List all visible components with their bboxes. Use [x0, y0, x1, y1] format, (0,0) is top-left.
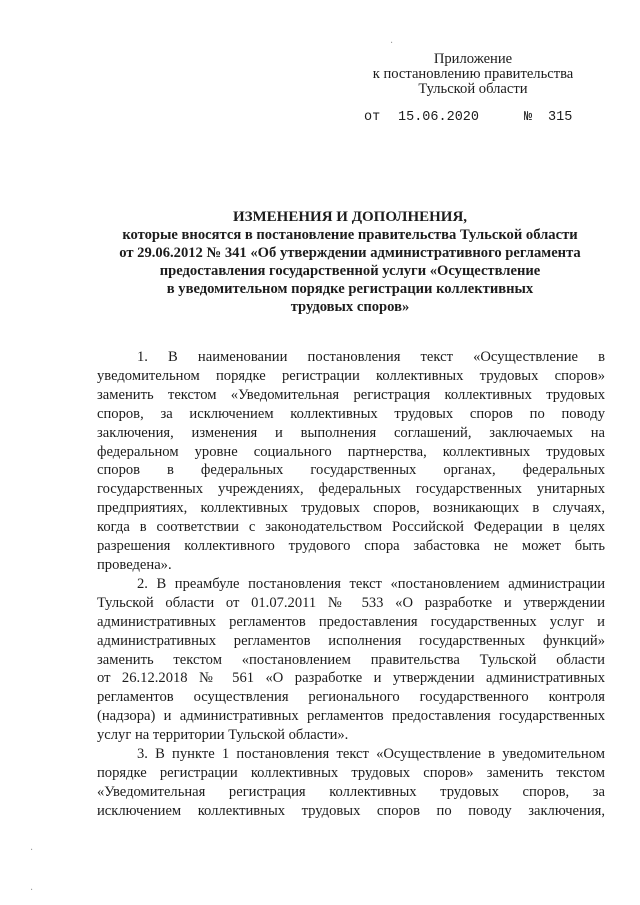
body-line: государственных учреждениях, федеральных государственных унитарных [97, 481, 605, 498]
decree-date: 15.06.2020 [398, 110, 480, 125]
body-line: регламентов осуществления регионального государственного контроля [97, 689, 605, 706]
body-line: заключения, изменения и выполнения соглашений, заключаемых на [97, 424, 605, 441]
body-line: заменить текстом «постановлением правительства Тульской области [97, 651, 605, 668]
body-line: «Уведомительная регистрация коллективных трудовых споров, за [97, 783, 605, 800]
appendix-reference: к постановлению правительства [372, 66, 574, 82]
body-line: проведена». [97, 556, 172, 573]
body-line: 1. В наименовании постановления текст «Осуществление в [137, 349, 605, 365]
body-line: уведомительном порядке регистрации коллективных трудовых споров» [97, 367, 605, 384]
body-line: когда в соответствии с законодательством Российской Федерации в целях [97, 519, 605, 536]
body-line: Тульской области от 01.07.2011 № 533 «О разработке и утверждении [97, 594, 605, 611]
body-line: споров, за исключением коллективных трудовых споров по поводу [97, 405, 605, 422]
body-line: 3. В пункте 1 постановления текст «Осуществление в уведомительном [137, 746, 605, 763]
number-prefix: № [524, 110, 533, 125]
body-line: административных регламентов исполнения государственных функций» [97, 632, 605, 649]
body-line: разрешения коллективного трудового спора забастовка не может быть [97, 538, 605, 555]
title-line-3: от 29.06.2012 № 341 «Об утверждении административного регламента [119, 245, 581, 261]
body-line: от 26.12.2018 № 561 «О разработке и утверждении административных [97, 670, 605, 687]
body-line: услуг на территории Тульской области». [97, 727, 349, 744]
title-main: ИЗМЕНЕНИЯ И ДОПОЛНЕНИЯ, [232, 209, 468, 225]
title-line-5: в уведомительном порядке регистрации коллективных [166, 281, 534, 297]
title-line-2: которые вносятся в постановление правительства Тульской области [122, 227, 578, 243]
body-line: (надзора) и административных регламентов предоставления государственных [97, 708, 605, 725]
scan-mark: · [30, 845, 34, 856]
date-prefix: от [364, 110, 381, 125]
scan-mark: · [30, 885, 34, 896]
body-line: административных регламентов предоставления государственных услуг и [97, 613, 605, 630]
body-line: споров в федеральных государственных органах, федеральных [97, 462, 605, 479]
body-line: 2. В преамбуле постановления текст «постановлением администрации [137, 575, 605, 592]
body-line: исключением коллективных трудовых споров по поводу заключения, [97, 802, 605, 819]
body-line: федеральном уровне социального партнерства, коллективных трудовых [97, 443, 605, 460]
appendix-label: Приложение [433, 51, 513, 67]
appendix-header [368, 52, 578, 97]
body-line: заменить текстом «Уведомительная регистрация коллективных трудовых [97, 386, 605, 403]
body-line: предприятиях, коллективных трудовых споров, возникающих в случаях, [97, 500, 605, 517]
appendix-region: Тульской области [418, 81, 528, 97]
scan-mark: · [390, 38, 394, 49]
title-line-6: трудовых споров» [290, 299, 410, 315]
decree-number: 315 [548, 110, 573, 125]
document-body [97, 348, 605, 821]
title-line-4: предоставления государственной услуги «Осуществление [159, 263, 541, 279]
document-title [95, 208, 605, 316]
body-line: порядке регистрации коллективных трудовых споров» заменить текстом [97, 764, 605, 781]
